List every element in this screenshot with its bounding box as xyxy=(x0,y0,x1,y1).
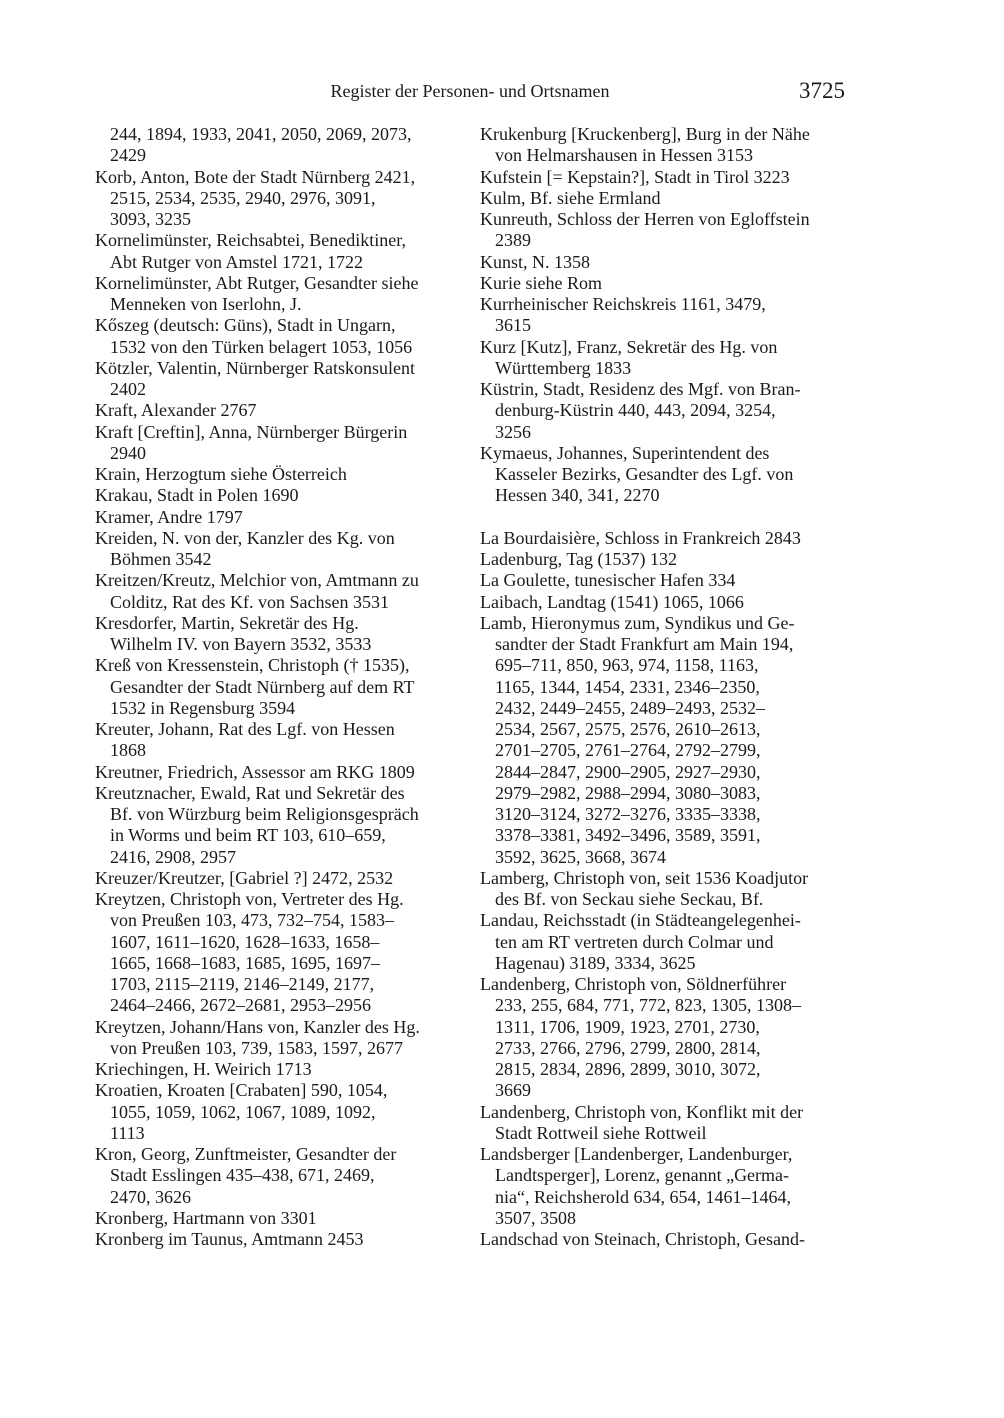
index-entry xyxy=(480,910,810,974)
entry-continuation-line: Landtsperger], Lorenz, genannt „Germa- xyxy=(495,1165,790,1186)
entry-continuation-line: 1055, 1059, 1062, 1067, 1089, 1092, xyxy=(110,1101,376,1122)
entry-continuation-line: in Worms und beim RT 103, 610–659, xyxy=(110,825,386,846)
index-entry xyxy=(95,783,420,868)
entry-continuation-line: 2464–2466, 2672–2681, 2953–2956 xyxy=(110,995,371,1016)
entry-continuation-line: Stadt Rottweil siehe Rottweil xyxy=(495,1122,707,1143)
index-entry xyxy=(95,868,420,889)
entry-continuation-line: 1703, 2115–2119, 2146–2149, 2177, xyxy=(110,974,375,994)
index-entry xyxy=(95,464,420,485)
index-entry xyxy=(480,1102,810,1145)
entry-headword-line: Kreitzen/Kreutz, Melchior von, Amtmann zu xyxy=(95,570,419,591)
index-entry xyxy=(95,719,420,762)
entry-continuation-line: 1113 xyxy=(110,1122,145,1143)
entry-continuation-line: 2389 xyxy=(495,230,531,251)
entry-continuation-line: Gesandter der Stadt Nürnberg auf dem RT xyxy=(110,676,415,697)
index-entry xyxy=(480,570,810,591)
entry-continuation-line: 3378–3381, 3492–3496, 3589, 3591, xyxy=(495,825,761,846)
left-index-column xyxy=(95,124,420,1250)
entry-continuation-line: Wilhelm IV. von Bayern 3532, 3533 xyxy=(110,634,372,654)
entry-continuation-line: Hagenau) 3189, 3334, 3625 xyxy=(495,952,696,973)
entry-headword-line: Kulm, Bf. siehe Ermland xyxy=(480,187,661,208)
index-entry xyxy=(95,400,420,421)
index-entry xyxy=(95,273,420,316)
entry-headword-line: Ladenburg, Tag (1537) 132 xyxy=(480,549,678,569)
index-entry xyxy=(480,252,810,273)
entry-headword-line: Korb, Anton, Bote der Stadt Nürnberg 2421, xyxy=(95,166,416,187)
entry-continuation-line: denburg-Küstrin 440, 443, 2094, 3254, xyxy=(495,400,776,421)
index-entry xyxy=(95,485,420,506)
index-entry xyxy=(95,1059,420,1080)
index-entry xyxy=(480,209,810,252)
index-entry xyxy=(480,528,810,549)
index-entry xyxy=(480,273,810,294)
entry-continuation-line: 3615 xyxy=(495,315,531,336)
entry-continuation-line: 2432, 2449–2455, 2489–2493, 2532– xyxy=(495,697,765,718)
entry-headword-line: Kornelimünster, Reichsabtei, Benediktiner, xyxy=(95,230,406,251)
index-entry xyxy=(480,1144,810,1229)
entry-headword-line: Kurrheinischer Reichskreis 1161, 3479, xyxy=(480,294,766,314)
entry-headword-line: Kraft [Creftin], Anna, Nürnberger Bürgerin xyxy=(95,421,408,442)
section-gap xyxy=(480,507,810,528)
entry-headword-line: Kreutznacher, Ewald, Rat und Sekretär des xyxy=(95,782,405,803)
entry-headword-line: Kresdorfer, Martin, Sekretär des Hg. xyxy=(95,612,359,633)
index-entry xyxy=(95,358,420,401)
entry-headword-line: Kriechingen, H. Weirich 1713 xyxy=(95,1059,312,1079)
index-entry xyxy=(480,1229,810,1250)
index-entry xyxy=(95,889,420,1017)
entry-headword-line: Lamb, Hieronymus zum, Syndikus und Ge- xyxy=(480,612,795,633)
entry-continuation-line: 2979–2982, 2988–2994, 3080–3083, xyxy=(495,782,761,803)
entry-continuation-line: Böhmen 3542 xyxy=(110,549,212,569)
index-entry xyxy=(95,507,420,528)
entry-headword-line: Kreutner, Friedrich, Assessor am RKG 1809 xyxy=(95,761,415,782)
index-entry xyxy=(480,592,810,613)
entry-continuation-line: nia“, Reichsherold 634, 654, 1461–1464, xyxy=(495,1186,791,1207)
entry-continuation-line: 3669 xyxy=(495,1080,531,1101)
entry-continuation-line: des Bf. von Seckau siehe Seckau, Bf. xyxy=(495,889,764,909)
entry-headword-line: Laibach, Landtag (1541) 1065, 1066 xyxy=(480,591,744,612)
entry-continuation-line: 2844–2847, 2900–2905, 2927–2930, xyxy=(495,761,761,782)
entry-continuation-line: Stadt Esslingen 435–438, 671, 2469, xyxy=(110,1165,375,1186)
entry-continuation-line: Bf. von Würzburg beim Religionsgespräch xyxy=(110,804,419,824)
index-entry xyxy=(480,167,810,188)
entry-headword-line: Kurz [Kutz], Franz, Sekretär des Hg. von xyxy=(480,336,778,357)
entry-continuation-line: Hessen 340, 341, 2270 xyxy=(495,485,660,506)
entry-continuation-line: von Preußen 103, 739, 1583, 1597, 2677 xyxy=(110,1037,403,1058)
entry-headword-line: Kronberg, Hartmann von 3301 xyxy=(95,1207,317,1228)
entry-headword-line: Kreuzer/Kreutzer, [Gabriel ?] 2472, 2532 xyxy=(95,867,394,888)
index-entry xyxy=(480,294,810,337)
entry-headword-line: Landau, Reichsstadt (in Städteangelegenhei- xyxy=(480,910,801,931)
index-entry xyxy=(95,613,420,656)
entry-headword-line: Lamberg, Christoph von, seit 1536 Koadjutor xyxy=(480,867,809,888)
index-entry xyxy=(95,1144,420,1208)
entry-continuation-line: 3256 xyxy=(495,421,531,442)
index-entry xyxy=(480,974,810,1102)
right-index-column xyxy=(480,124,810,1250)
entry-headword-line: Kreiden, N. von der, Kanzler des Kg. von xyxy=(95,527,395,548)
entry-continuation-line: Kasseler Bezirks, Gesandter des Lgf. von xyxy=(495,464,794,484)
entry-headword-line: Kreß von Kressenstein, Christoph († 1535), xyxy=(95,655,410,676)
entry-headword-line: Landenberg, Christoph von, Söldnerführer xyxy=(480,974,787,994)
entry-continuation-line: ten am RT vertreten durch Colmar und xyxy=(495,931,774,952)
entry-continuation-line: 1607, 1611–1620, 1628–1633, 1658– xyxy=(110,931,380,952)
entry-headword-line: La Goulette, tunesischer Hafen 334 xyxy=(480,570,736,591)
entry-headword-line: Küstrin, Stadt, Residenz des Mgf. von Bran- xyxy=(480,379,801,399)
entry-continuation-line: 2416, 2908, 2957 xyxy=(110,846,236,867)
entry-headword-line: Kurie siehe Rom xyxy=(480,272,602,293)
index-entry xyxy=(480,613,810,868)
entry-headword-line: Krakau, Stadt in Polen 1690 xyxy=(95,485,299,506)
entry-headword-line: Kramer, Andre 1797 xyxy=(95,506,243,527)
entry-continuation-line: Abt Rutger von Amstel 1721, 1722 xyxy=(110,251,363,272)
entry-headword-line: Kreytzen, Christoph von, Vertreter des Hg. xyxy=(95,889,404,909)
entry-continuation-line: 1532 in Regensburg 3594 xyxy=(110,697,296,718)
index-entry xyxy=(95,230,420,273)
entry-headword-line: Kron, Georg, Zunftmeister, Gesandter der xyxy=(95,1144,397,1164)
entry-continuation-line: 2515, 2534, 2535, 2940, 2976, 3091, xyxy=(110,187,376,208)
entry-headword-line: Kreuter, Johann, Rat des Lgf. von Hessen xyxy=(95,719,395,739)
index-entry xyxy=(480,124,810,167)
index-entry xyxy=(95,655,420,719)
entry-continuation-line: 1165, 1344, 1454, 2331, 2346–2350, xyxy=(495,676,760,697)
entry-continuation-line: 3592, 3625, 3668, 3674 xyxy=(495,846,666,867)
entry-continuation-line: 1665, 1668–1683, 1685, 1695, 1697– xyxy=(110,952,380,973)
entry-headword-line: Kötzler, Valentin, Nürnberger Ratskonsulent xyxy=(95,357,416,378)
entry-continuation-line: von Preußen 103, 473, 732–754, 1583– xyxy=(110,910,394,931)
entry-continuation-line: 3093, 3235 xyxy=(110,209,191,229)
index-entry xyxy=(95,1017,420,1060)
entry-continuation-line: 2429 xyxy=(110,145,146,166)
index-entry xyxy=(480,188,810,209)
entry-continuation-line: 2815, 2834, 2896, 2899, 3010, 3072, xyxy=(495,1059,761,1079)
index-entry xyxy=(95,570,420,613)
entry-continuation-line: 2701–2705, 2761–2764, 2792–2799, xyxy=(495,740,761,761)
entry-continuation-line: 695–711, 850, 963, 974, 1158, 1163, xyxy=(495,655,759,676)
entry-continuation-line: sandter der Stadt Frankfurt am Main 194, xyxy=(495,634,794,654)
index-entry xyxy=(95,422,420,465)
index-entry xyxy=(480,443,810,507)
entry-continuation-line: 3507, 3508 xyxy=(495,1207,576,1228)
index-entry xyxy=(95,124,420,167)
entry-headword-line: Kunst, N. 1358 xyxy=(480,251,591,272)
index-entry xyxy=(95,167,420,231)
index-entry xyxy=(95,1080,420,1144)
index-entry xyxy=(95,315,420,358)
entry-continuation-line: Colditz, Rat des Kf. von Sachsen 3531 xyxy=(110,591,389,612)
entry-headword-line: Kroatien, Kroaten [Crabaten] 590, 1054, xyxy=(95,1080,388,1101)
index-entry xyxy=(480,549,810,570)
entry-headword-line: Kunreuth, Schloss der Herren von Egloffstein xyxy=(480,209,810,229)
entry-headword-line: Kraft, Alexander 2767 xyxy=(95,400,257,421)
page-number: 3725 xyxy=(799,78,845,103)
entry-continuation-line: 2470, 3626 xyxy=(110,1186,191,1207)
entry-headword-line: La Bourdaisière, Schloss in Frankreich 2843 xyxy=(480,527,801,548)
entry-continuation-line: 2733, 2766, 2796, 2799, 2800, 2814, xyxy=(495,1037,761,1058)
entry-continuation-line: 233, 255, 684, 771, 772, 823, 1305, 1308– xyxy=(495,995,801,1016)
entry-continuation-line: 1868 xyxy=(110,740,146,761)
entry-continuation-line: Menneken von Iserlohn, J. xyxy=(110,294,302,314)
entry-headword-line: Kronberg im Taunus, Amtmann 2453 xyxy=(95,1229,364,1249)
index-entry xyxy=(480,868,810,911)
index-entry xyxy=(95,762,420,783)
entry-continuation-line: 2940 xyxy=(110,442,146,463)
entry-headword-line: Kőszeg (deutsch: Güns), Stadt in Ungarn, xyxy=(95,315,396,336)
entry-continuation-line: 1532 von den Türken belagert 1053, 1056 xyxy=(110,336,413,357)
entry-headword-line: Kreytzen, Johann/Hans von, Kanzler des Hg. xyxy=(95,1016,420,1037)
index-entry xyxy=(95,1208,420,1229)
index-entry xyxy=(480,337,810,380)
entry-continuation-line: Württemberg 1833 xyxy=(495,357,632,378)
entry-continuation-line: von Helmarshausen in Hessen 3153 xyxy=(495,145,753,166)
running-header-title: Register der Personen- und Ortsnamen xyxy=(330,81,610,101)
entry-continuation-line: 1311, 1706, 1909, 1923, 2701, 2730, xyxy=(495,1016,760,1037)
index-entry xyxy=(480,379,810,443)
entry-continuation-line: 2534, 2567, 2575, 2576, 2610–2613, xyxy=(495,719,761,739)
entry-headword-line: Landschad von Steinach, Christoph, Gesand- xyxy=(480,1229,805,1249)
entry-headword-line: Kymaeus, Johannes, Superintendent des xyxy=(480,442,770,463)
entry-continuation-line: 2402 xyxy=(110,379,146,399)
entry-headword-line: Landsberger [Landenberger, Landenburger, xyxy=(480,1144,793,1164)
entry-headword-line: Krukenburg [Kruckenberg], Burg in der Nähe xyxy=(480,124,810,144)
index-entry xyxy=(95,528,420,571)
entry-continuation-line: 3120–3124, 3272–3276, 3335–3338, xyxy=(495,804,761,824)
entry-headword-line: Krain, Herzogtum siehe Österreich xyxy=(95,464,347,484)
entry-continuation-line: 244, 1894, 1933, 2041, 2050, 2069, 2073, xyxy=(110,124,412,144)
index-entry xyxy=(95,1229,420,1250)
entry-headword-line: Kufstein [= Kepstain?], Stadt in Tirol 3223 xyxy=(480,166,790,187)
entry-headword-line: Landenberg, Christoph von, Konflikt mit der xyxy=(480,1101,804,1122)
entry-headword-line: Kornelimünster, Abt Rutger, Gesandter siehe xyxy=(95,272,419,293)
